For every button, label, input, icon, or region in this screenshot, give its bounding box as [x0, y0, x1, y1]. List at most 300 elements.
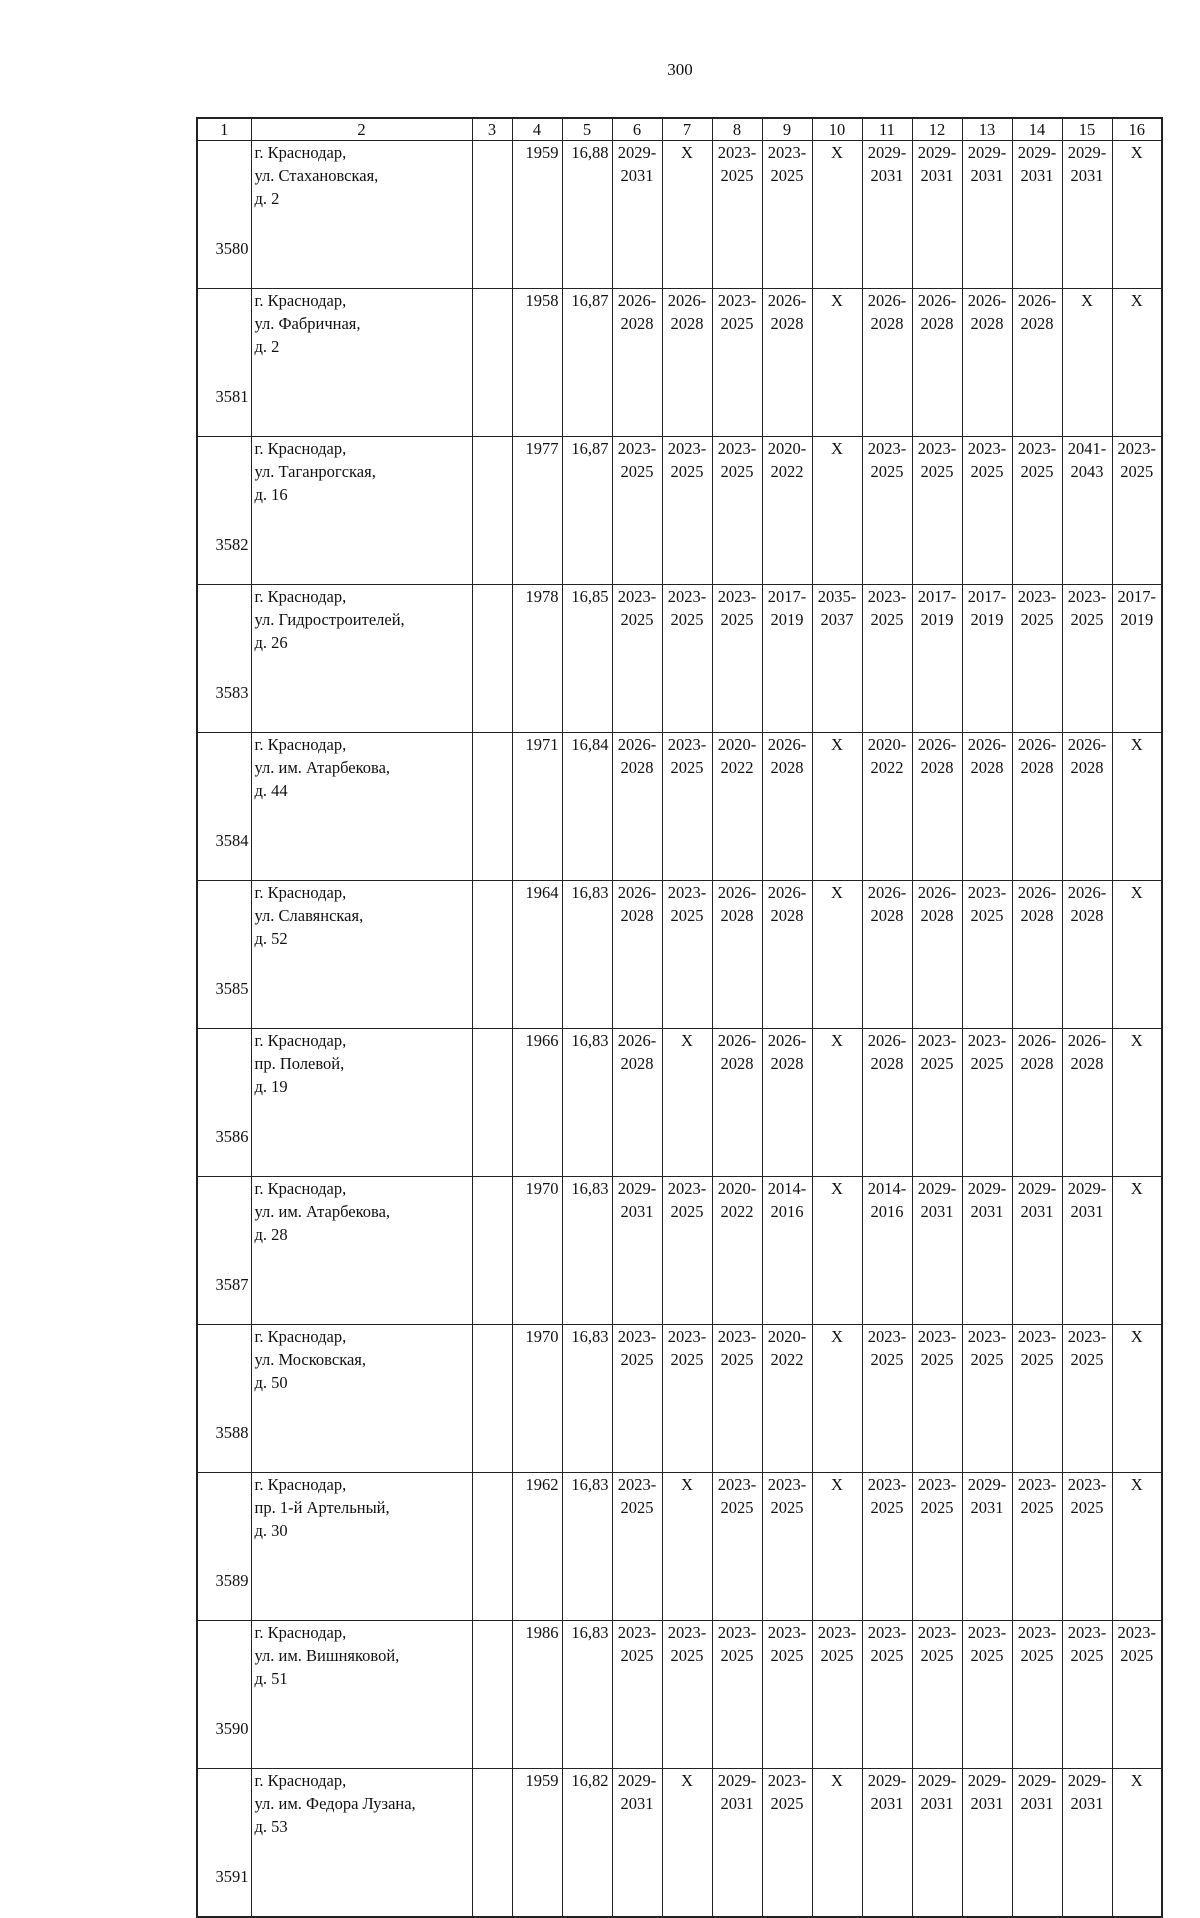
table-body: [197, 118, 1162, 1917]
year-built-cell: 1962: [512, 1473, 562, 1621]
period-text: 2017-: [1117, 587, 1156, 606]
period-text: 2028: [920, 906, 954, 925]
period-cell-col-16: [1112, 1029, 1162, 1177]
address-cell: [251, 733, 472, 881]
address-cell: [251, 1769, 472, 1918]
period-cell-col-9: [762, 1177, 812, 1325]
column-number-16: 16: [1112, 118, 1162, 141]
period-text: 2022: [720, 758, 754, 777]
address-line: г. Краснодар,: [254, 439, 347, 458]
period-text: 2026-: [617, 291, 657, 310]
period-text: 2028: [620, 1054, 654, 1073]
period-text: X: [831, 439, 843, 458]
period-text: 2026-: [767, 735, 807, 754]
period-cell-col-9: [762, 1029, 812, 1177]
period-cell-col-15: [1062, 1473, 1112, 1621]
period-text: 2026-: [967, 735, 1007, 754]
period-text: 2026-: [767, 291, 807, 310]
period-cell-col-9: [762, 733, 812, 881]
period-cell-col-12: [912, 881, 962, 1029]
period-text: 2023-: [717, 439, 757, 458]
period-text: 2025: [970, 1646, 1004, 1665]
period-cell-col-6: [612, 1325, 662, 1473]
address-line: ул. Славянская,: [254, 906, 364, 925]
period-cell-col-14: [1012, 1325, 1062, 1473]
period-text: 2025: [620, 610, 654, 629]
address-line: ул. Гидростроителей,: [254, 610, 405, 629]
period-text: 2023-: [717, 1475, 757, 1494]
period-cell-col-12: [912, 1029, 962, 1177]
page-number: 300: [667, 60, 693, 79]
period-cell-col-10: [812, 1473, 862, 1621]
period-text: 2043: [1070, 462, 1104, 481]
period-cell-col-9: [762, 141, 812, 289]
period-cell-col-13: [962, 141, 1012, 289]
period-text: 2019: [970, 610, 1004, 629]
value-cell: 16,87: [562, 437, 612, 585]
period-cell-col-16: [1112, 1473, 1162, 1621]
value-cell: 16,84: [562, 733, 612, 881]
period-text: 2025: [670, 906, 704, 925]
address-line: ул. Стахановская,: [254, 166, 379, 185]
period-text: 2023-: [667, 439, 707, 458]
period-text: 2023-: [867, 1475, 907, 1494]
period-text: 2023-: [967, 883, 1007, 902]
address-cell: [251, 881, 472, 1029]
period-text: 2025: [670, 610, 704, 629]
period-cell-col-15: [1062, 289, 1112, 437]
address-line: д. 28: [254, 1225, 288, 1244]
period-text: 2028: [1020, 314, 1054, 333]
period-text: 2035-: [817, 587, 857, 606]
period-text: 2020-: [867, 735, 907, 754]
period-cell-col-8: [712, 1621, 762, 1769]
period-text: 2028: [870, 906, 904, 925]
period-text: X: [1130, 735, 1143, 754]
period-text: 2019: [920, 610, 954, 629]
period-text: 2025: [1070, 1646, 1104, 1665]
period-cell-col-10: [812, 1769, 862, 1918]
record-number: 3583: [197, 585, 251, 733]
period-text: 2016: [870, 1202, 904, 1221]
period-text: 2031: [970, 1202, 1004, 1221]
period-text: 2029-: [967, 1771, 1007, 1790]
period-cell-col-10: [812, 1325, 862, 1473]
period-text: 2025: [770, 1794, 804, 1813]
column-number-14: 14: [1012, 118, 1062, 141]
period-cell-col-14: [1012, 1769, 1062, 1918]
period-cell-col-11: [862, 1177, 912, 1325]
period-text: 2029-: [717, 1771, 757, 1790]
year-built-cell: 1959: [512, 141, 562, 289]
period-text: 2026-: [917, 291, 957, 310]
period-cell-col-8: [712, 289, 762, 437]
period-text: 2031: [620, 1202, 654, 1221]
period-text: 2025: [920, 1054, 954, 1073]
period-text: 2028: [1070, 906, 1104, 925]
period-cell-col-14: [1012, 733, 1062, 881]
period-text: 2031: [620, 1794, 654, 1813]
period-text: 2023-: [717, 587, 757, 606]
address-line: пр. 1-й Артельный,: [254, 1498, 390, 1517]
period-text: 2023-: [717, 1327, 757, 1346]
period-cell-col-13: [962, 437, 1012, 585]
period-text: X: [681, 143, 693, 162]
address-cell: [251, 437, 472, 585]
value-cell: 16,82: [562, 1769, 612, 1918]
period-text: 2023-: [1017, 1623, 1057, 1642]
period-cell-col-11: [862, 141, 912, 289]
column-3-cell: [472, 1473, 512, 1621]
period-text: 2026-: [717, 1031, 757, 1050]
period-text: 2023-: [717, 1623, 757, 1642]
address-line: ул. Фабричная,: [254, 314, 361, 333]
period-text: 2028: [1070, 758, 1104, 777]
period-text: X: [831, 1771, 843, 1790]
address-line: ул. им. Атарбекова,: [254, 758, 391, 777]
period-text: 2026-: [617, 735, 657, 754]
period-text: 2020-: [767, 439, 807, 458]
period-text: 2029-: [917, 1179, 957, 1198]
period-text: 2029-: [1017, 143, 1057, 162]
period-cell-col-12: [912, 437, 962, 585]
period-text: X: [1130, 291, 1143, 310]
period-cell-col-13: [962, 1029, 1012, 1177]
period-cell-col-15: [1062, 1325, 1112, 1473]
period-cell-col-10: [812, 1177, 862, 1325]
period-text: 2029-: [917, 1771, 957, 1790]
period-cell-col-6: [612, 1177, 662, 1325]
period-text: 2025: [670, 758, 704, 777]
period-text: 2025: [720, 610, 754, 629]
table-row: [197, 881, 1162, 1029]
period-cell-col-14: [1012, 1177, 1062, 1325]
period-cell-col-7: [662, 289, 712, 437]
period-cell-col-9: [762, 1473, 812, 1621]
period-text: 2025: [1020, 1646, 1054, 1665]
period-text: 2025: [670, 1646, 704, 1665]
address-line: д. 19: [254, 1077, 288, 1096]
period-text: 2023-: [617, 587, 657, 606]
period-cell-col-11: [862, 437, 912, 585]
period-text: 2023-: [1067, 1623, 1107, 1642]
period-text: 2017-: [917, 587, 957, 606]
period-text: 2023-: [917, 1475, 957, 1494]
value-cell: 16,83: [562, 1325, 612, 1473]
period-cell-col-7: [662, 1029, 712, 1177]
address-line: д. 26: [254, 633, 288, 652]
period-cell-col-8: [712, 1177, 762, 1325]
period-text: 2023-: [617, 439, 657, 458]
period-cell-col-9: [762, 1325, 812, 1473]
address-line: г. Краснодар,: [254, 1031, 347, 1050]
period-text: 2028: [870, 314, 904, 333]
period-text: 2026-: [1017, 291, 1057, 310]
period-text: 2029-: [967, 1179, 1007, 1198]
period-cell-col-7: [662, 881, 712, 1029]
period-text: 2023-: [617, 1475, 657, 1494]
column-number-7: 7: [662, 118, 712, 141]
address-line: д. 2: [254, 337, 280, 356]
period-text: 2028: [770, 906, 804, 925]
period-text: X: [1130, 1179, 1143, 1198]
period-text: 2041-: [1067, 439, 1107, 458]
year-built-cell: 1971: [512, 733, 562, 881]
period-text: 2023-: [917, 1327, 957, 1346]
period-cell-col-7: [662, 733, 712, 881]
period-cell-col-10: [812, 733, 862, 881]
period-cell-col-6: [612, 289, 662, 437]
address-cell: [251, 141, 472, 289]
year-built-cell: 1959: [512, 1769, 562, 1918]
period-text: 2026-: [1017, 883, 1057, 902]
period-text: 2028: [1020, 758, 1054, 777]
address-cell: [251, 1473, 472, 1621]
period-cell-col-16: [1112, 733, 1162, 881]
period-text: 2023-: [767, 1623, 807, 1642]
address-cell: [251, 1325, 472, 1473]
address-line: ул. Таганрогская,: [254, 462, 376, 481]
period-text: 2026-: [1067, 735, 1107, 754]
period-text: 2025: [1070, 1350, 1104, 1369]
period-text: 2031: [1020, 1202, 1054, 1221]
period-cell-col-16: [1112, 1769, 1162, 1918]
period-cell-col-14: [1012, 881, 1062, 1029]
period-text: 2023-: [817, 1623, 857, 1642]
table-row: [197, 1621, 1162, 1769]
period-cell-col-15: [1062, 585, 1112, 733]
period-cell-col-15: [1062, 1029, 1112, 1177]
column-3-cell: [472, 881, 512, 1029]
period-cell-col-14: [1012, 289, 1062, 437]
period-cell-col-14: [1012, 1621, 1062, 1769]
table-row: [197, 733, 1162, 881]
period-cell-col-13: [962, 1621, 1012, 1769]
period-text: 2023-: [1067, 1327, 1107, 1346]
period-text: 2025: [1020, 1350, 1054, 1369]
column-3-cell: [472, 437, 512, 585]
period-text: 2014-: [767, 1179, 807, 1198]
period-cell-col-14: [1012, 585, 1062, 733]
column-number-9: 9: [762, 118, 812, 141]
period-text: 2029-: [617, 143, 657, 162]
period-text: 2020-: [717, 1179, 757, 1198]
record-number: 3587: [197, 1177, 251, 1325]
period-cell-col-15: [1062, 437, 1112, 585]
period-cell-col-11: [862, 289, 912, 437]
period-text: 2026-: [867, 291, 907, 310]
period-text: 2029-: [917, 143, 957, 162]
period-text: 2028: [770, 314, 804, 333]
period-cell-col-8: [712, 1473, 762, 1621]
period-text: 2028: [1020, 1054, 1054, 1073]
period-cell-col-10: [812, 585, 862, 733]
period-text: 2023-: [917, 1031, 957, 1050]
period-text: 2031: [870, 1794, 904, 1813]
column-number-5: 5: [562, 118, 612, 141]
period-text: X: [1130, 1031, 1143, 1050]
column-3-cell: [472, 1177, 512, 1325]
period-text: 2029-: [617, 1771, 657, 1790]
column-3-cell: [472, 1325, 512, 1473]
period-text: 2031: [920, 166, 954, 185]
record-number: 3581: [197, 289, 251, 437]
period-cell-col-13: [962, 289, 1012, 437]
period-text: 2029-: [617, 1179, 657, 1198]
period-text: X: [1130, 1475, 1143, 1494]
period-cell-col-6: [612, 437, 662, 585]
period-text: 2029-: [1067, 143, 1107, 162]
period-text: 2023-: [967, 439, 1007, 458]
period-text: 2028: [870, 1054, 904, 1073]
period-text: 2031: [1020, 166, 1054, 185]
record-number: 3586: [197, 1029, 251, 1177]
period-text: 2025: [1020, 462, 1054, 481]
column-number-11: 11: [862, 118, 912, 141]
period-text: X: [681, 1771, 693, 1790]
period-text: 2023-: [917, 1623, 957, 1642]
period-text: 2029-: [1067, 1771, 1107, 1790]
period-text: 2031: [870, 166, 904, 185]
period-cell-col-6: [612, 1621, 662, 1769]
period-text: 2020-: [767, 1327, 807, 1346]
period-text: 2023-: [1117, 439, 1156, 458]
period-text: 2023-: [967, 1031, 1007, 1050]
value-cell: 16,83: [562, 1029, 612, 1177]
period-text: X: [831, 1327, 843, 1346]
period-cell-col-7: [662, 1473, 712, 1621]
period-text: 2023-: [867, 1327, 907, 1346]
period-text: 2022: [720, 1202, 754, 1221]
address-line: г. Краснодар,: [254, 291, 347, 310]
address-line: г. Краснодар,: [254, 883, 347, 902]
period-text: 2023-: [717, 291, 757, 310]
period-cell-col-13: [962, 881, 1012, 1029]
period-text: 2025: [1120, 462, 1154, 481]
period-cell-col-6: [612, 1769, 662, 1918]
period-cell-col-7: [662, 1621, 712, 1769]
period-text: 2023-: [617, 1623, 657, 1642]
column-3-cell: [472, 733, 512, 881]
period-cell-col-9: [762, 585, 812, 733]
period-text: 2029-: [1017, 1771, 1057, 1790]
period-cell-col-8: [712, 585, 762, 733]
period-text: 2026-: [617, 883, 657, 902]
address-line: д. 16: [254, 485, 288, 504]
period-cell-col-8: [712, 437, 762, 585]
period-text: 2020-: [717, 735, 757, 754]
period-text: 2026-: [1067, 1031, 1107, 1050]
housing-register-table: [196, 117, 1163, 1918]
record-number: 3582: [197, 437, 251, 585]
period-text: 2023-: [767, 1475, 807, 1494]
period-text: 2025: [1070, 610, 1104, 629]
value-cell: 16,87: [562, 289, 612, 437]
column-3-cell: [472, 289, 512, 437]
period-text: X: [831, 735, 843, 754]
period-text: 2016: [770, 1202, 804, 1221]
period-cell-col-13: [962, 1473, 1012, 1621]
column-3-cell: [472, 1621, 512, 1769]
period-cell-col-9: [762, 1769, 812, 1918]
address-line: г. Краснодар,: [254, 1771, 347, 1790]
period-text: 2031: [970, 166, 1004, 185]
period-cell-col-8: [712, 141, 762, 289]
period-text: 2023-: [617, 1327, 657, 1346]
period-cell-col-6: [612, 881, 662, 1029]
column-number-4: 4: [512, 118, 562, 141]
period-text: 2025: [870, 610, 904, 629]
period-text: 2025: [970, 1054, 1004, 1073]
table-row: [197, 289, 1162, 437]
period-text: 2014-: [867, 1179, 907, 1198]
period-text: 2025: [920, 1646, 954, 1665]
period-text: 2023-: [667, 1327, 707, 1346]
period-text: 2031: [720, 1794, 754, 1813]
period-cell-col-12: [912, 1177, 962, 1325]
period-text: 2028: [620, 758, 654, 777]
address-line: ул. им. Атарбекова,: [254, 1202, 391, 1221]
period-text: 2023-: [867, 587, 907, 606]
period-text: 2025: [770, 1498, 804, 1517]
period-cell-col-6: [612, 1029, 662, 1177]
period-text: 2023-: [667, 883, 707, 902]
period-text: 2028: [920, 758, 954, 777]
period-cell-col-8: [712, 1325, 762, 1473]
period-text: 2023-: [667, 735, 707, 754]
period-text: 2023-: [917, 439, 957, 458]
period-text: 2028: [920, 314, 954, 333]
period-text: 2025: [970, 906, 1004, 925]
period-text: X: [1130, 1771, 1143, 1790]
period-cell-col-12: [912, 1473, 962, 1621]
period-text: 2026-: [867, 1031, 907, 1050]
period-text: 2028: [720, 906, 754, 925]
period-text: 2023-: [1067, 587, 1107, 606]
table-row: [197, 1473, 1162, 1621]
period-text: 2028: [770, 1054, 804, 1073]
year-built-cell: 1958: [512, 289, 562, 437]
year-built-cell: 1978: [512, 585, 562, 733]
address-line: г. Краснодар,: [254, 1475, 347, 1494]
period-text: 2029-: [967, 143, 1007, 162]
period-text: 2026-: [667, 291, 707, 310]
period-cell-col-14: [1012, 141, 1062, 289]
period-cell-col-11: [862, 1325, 912, 1473]
column-3-cell: [472, 1769, 512, 1918]
period-cell-col-10: [812, 1029, 862, 1177]
period-text: 2028: [1070, 1054, 1104, 1073]
period-cell-col-16: [1112, 141, 1162, 289]
period-text: 2022: [870, 758, 904, 777]
table-row: [197, 1325, 1162, 1473]
period-cell-col-7: [662, 585, 712, 733]
period-text: 2025: [620, 1498, 654, 1517]
address-cell: [251, 1621, 472, 1769]
period-text: X: [831, 883, 843, 902]
period-cell-col-15: [1062, 1769, 1112, 1918]
period-cell-col-16: [1112, 1621, 1162, 1769]
address-cell: [251, 585, 472, 733]
value-cell: 16,83: [562, 881, 612, 1029]
period-text: 2017-: [767, 587, 807, 606]
period-cell-col-10: [812, 881, 862, 1029]
period-text: X: [1130, 143, 1143, 162]
value-cell: 16,83: [562, 1177, 612, 1325]
address-line: г. Краснодар,: [254, 1327, 347, 1346]
address-line: пр. Полевой,: [254, 1054, 345, 1073]
period-text: 2025: [970, 462, 1004, 481]
